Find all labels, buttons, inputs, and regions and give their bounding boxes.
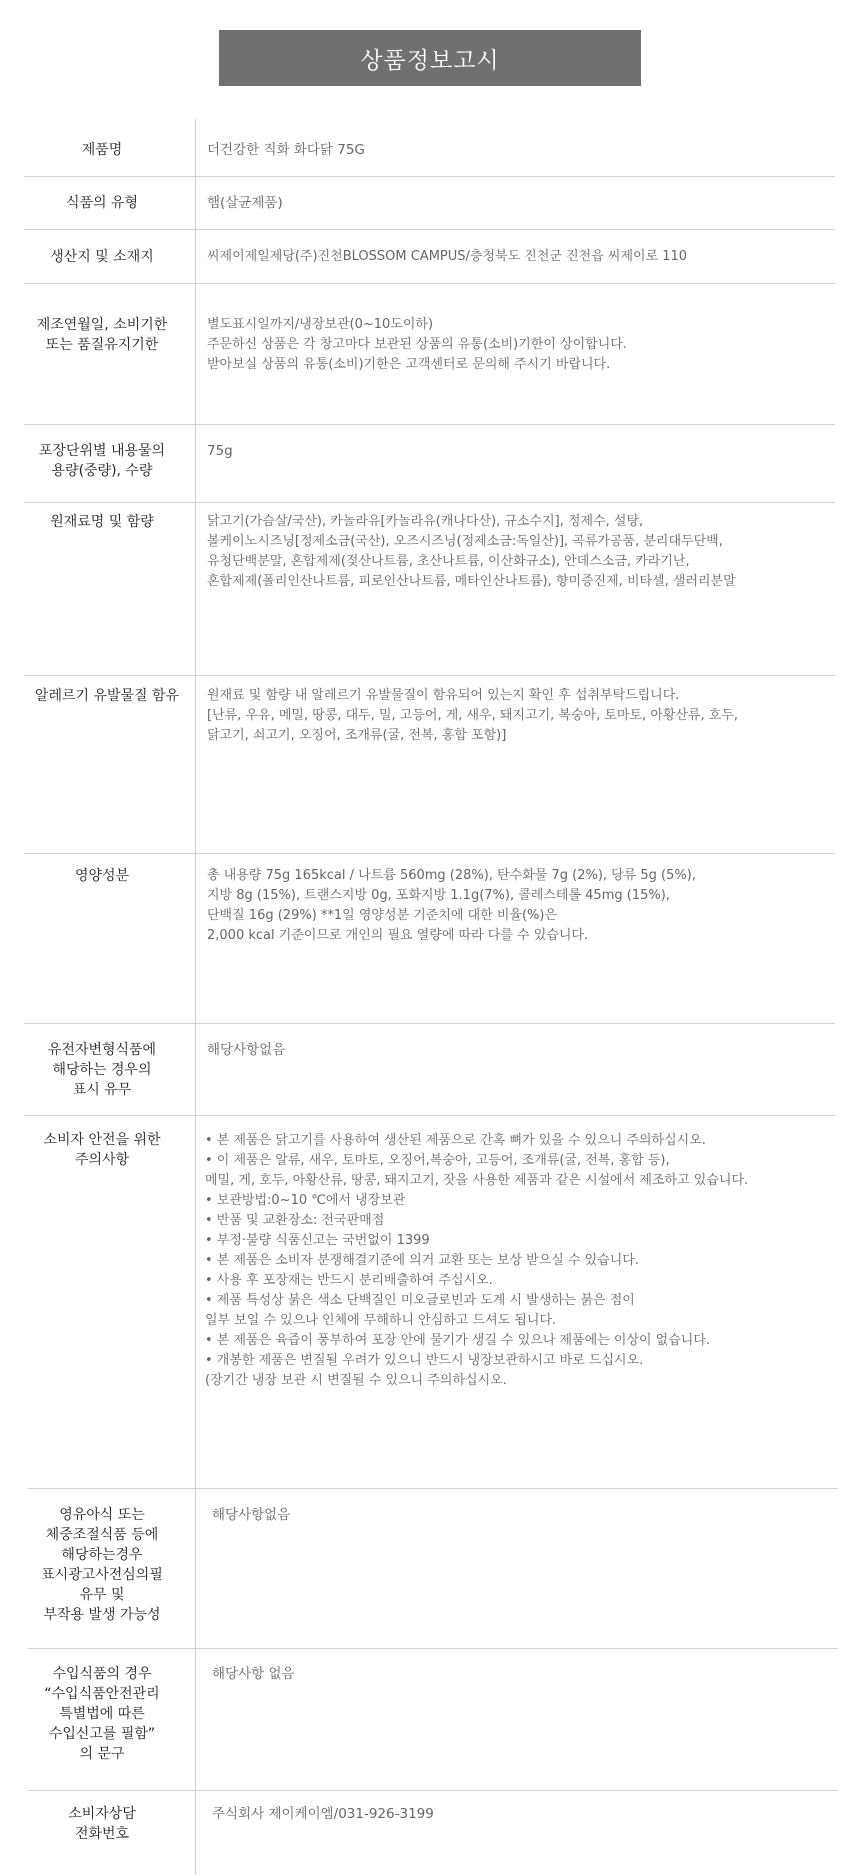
row-label: 알레르기 유발물질 함유 [34,688,180,704]
row-label: 영유아식 또는 체중조절식품 등에 해당하는경우 표시광고사전심의필 유무 및 부작용 발생 가능성 [41,1507,163,1623]
info-row-expiry [0,283,860,424]
row-value: 햄(살균제품) [207,195,283,211]
row-label: 생산지 및 소재지 [50,249,154,265]
info-row-ingredients [0,502,860,675]
row-value: 별도표시일까지/냉장보관(0~10도이하) 주문하신 상품은 각 창고마다 보관된 상품의 유통(소비)기한이 상이합니다. 받아보실 상품의 유통(소비)기한은 고객센터로 문의해 주시기 바랍니다. [207,317,627,372]
row-label: 제조연월일, 소비기한 또는 품질유지기한 [36,317,168,353]
row-value: 75g [207,443,233,459]
row-label: 포장단위별 내용물의 용량(중량), 수량 [38,443,166,479]
row-value: 해당사항없음 [207,1042,286,1058]
row-label: 수입식품의 경우 “수입식품안전관리 특별법에 따른 수입신고를 필함” 의 문구 [44,1666,160,1762]
row-label: 소비자 안전을 위한 주의사항 [43,1132,161,1168]
row-value: 해당사항 없음 [212,1666,295,1682]
row-label: 영양성분 [74,868,130,884]
row-label: 소비자상담 전화번호 [68,1806,136,1842]
row-value: 씨제이제일제당(주)진천BLOSSOM CAMPUS/충청북도 진천군 진천읍 씨제이로 110 [207,249,688,264]
info-row-origin [0,229,860,283]
info-row-import [0,1648,860,1790]
row-value: 더건강한 직화 화다닭 75G [207,142,365,158]
row-label: 식품의 유형 [65,195,139,211]
row-value: • 본 제품은 닭고기를 사용하여 생산된 제품으로 간혹 뼈가 있을 수 있으니 주의하십시오. • 이 제품은 알류, 새우, 토마토, 오징어,복숭아, 고등어, 조개류(굴, 전복, 홍합 등), 메밀, 게, 호두, 아황산류, 땅콩, 돼지고기, 잣을 사용한 제품과 같은 시설에서 제조하고 있습니다. • 보관방법:0~10 ℃에서 냉장보관 • 반품 및 교환장소: 전국판매점 • 부정·불량 식품신고는 국번없이 1399 • 본 제품은 소비자 분쟁해결기준에 의거 교환 또는 보상 받으실 수 있습니다. • 사용 후 포장재는 반드시 분리배출하여 주십시오. • 제품 특성상 붉은 색소 단백질인 미오글로빈과 도계 시 발생하는 붉은 점이 일부 보일 수 있으나 인체에 무해하니 안심하고 드셔도 됩니다. • 본 제품은 육즙이 풍부하여 포장 안에 물기가 생길 수 있으나 제품에는 이상이 없습니다. • 개봉한 제품은 변질될 우려가 있으니 반드시 냉장보관하시고 바로 드십시오. (장기간 냉장 보관 시 변질될 수 있으니 주의하십시오. [205,1133,749,1388]
info-row-gmo [0,1023,860,1115]
row-label: 원재료명 및 함량 [50,514,154,530]
info-row-safety-notes [0,1115,860,1488]
row-value: 원재료 및 함량 내 알레르기 유발물질이 함유되어 있는지 확인 후 섭취부탁드립니다. [난류, 우유, 메밀, 땅콩, 대두, 밀, 고등어, 게, 새우, 돼지고기, 복숭아, 토마토, 아황산류, 호두, 닭고기, 쇠고기, 오징어, 조개류(굴, 전복, 홍합 포함)] [207,688,739,743]
info-row-capacity [0,424,860,502]
info-row-infant-diet [0,1488,860,1648]
row-value: 총 내용량 75g 165kcal / 나트륨 560mg (28%), 탄수화물 7g (2%), 당류 5g (5%), 지방 8g (15%), 트랜스지방 0g, 포화지방 1.1g(7%), 콜레스테롤 45mg (15%), 단백질 16g (29%) **1일 영양성분 기준치에 대한 비율(%)은 2,000 kcal 기준이므로 개인의 필요 열량에 따라 다를 수 있습니다. [207,868,696,943]
row-label: 유전자변형식품에 해당하는 경우의 표시 유무 [47,1042,157,1098]
row-value: 닭고기(가슴살/국산), 카놀라유[카놀라유(캐나다산), 규소수지], 정제수, 설탕, 볼케이노시즈닝[정제소금(국산), 오즈시즈닝(정제소금:독일산)], 곡류가공품, 분리대두단백, 유청단백분말, 혼합제제(젖산나트륨, 초산나트륨, 이산화규소), 안데스소금, 카라기난, 혼합제제(폴리인산나트륨, 피로인산나트륨, 메타인산나트륨), 향미증진제, 비타셀, 샐러리분말 [207,514,736,589]
row-label: 제품명 [81,142,123,158]
info-row-food-type [0,176,860,229]
info-row-product-name [0,119,860,176]
info-row-allergens [0,675,860,853]
info-row-nutrition [0,853,860,1023]
row-value: 해당사항없음 [212,1507,291,1523]
page-title: 상품정보고시 [219,30,641,86]
info-row-contact [0,1790,860,1875]
row-value: 주식회사 제이케이엠/031-926-3199 [212,1806,434,1822]
